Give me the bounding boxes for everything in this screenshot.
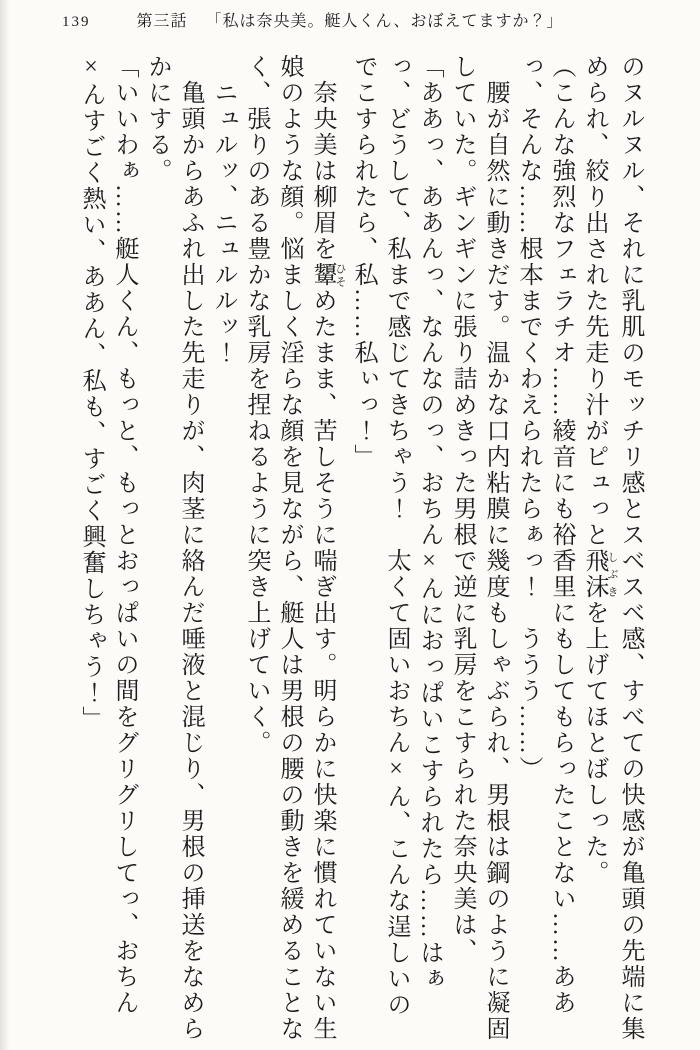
paragraph: ニュルッ、ニュルルッ！: [210, 80, 236, 366]
ruby-annotated-word: 飛沫 しぶき: [581, 548, 618, 600]
paragraph: 奈央美は柳眉を顰 ひそめたまま、苦しそうに喘ぎ出す。明らかに快楽に慣れていない生娘のような顔。悩ましく淫らな顔を見ながら、艇人は男根の腰の動きを緩めることなく、張りのある豊かな乳房を捏ねるように突き上げていく。: [243, 54, 346, 1042]
ruby-reading: ひそ: [334, 262, 346, 288]
ruby-reading: しぶき: [606, 548, 618, 600]
scan-gutter-shadow: [0, 0, 10, 1050]
paragraph: （こんな強烈なフェラチオ……綾音にも裕香里にもしてもらったことない……ああっ、そんな……根本までくわえられたらぁっ！ ううう……）: [515, 54, 574, 1016]
ruby-annotated-word: 顰 ひそ: [309, 262, 346, 288]
paragraph: 「いいわぁ……艇人くん、もっと、もっとおっぱいの間をグリグリしてっ、おちん×んすごく熱い、ああん、私も、すごく興奮しちゃう！」: [78, 54, 137, 1016]
page-header: [62, 8, 670, 31]
page-body: [74, 54, 646, 1042]
paragraph: 亀頭からあふれ出した先走りが、肉茎に絡んだ唾液と混じり、男根の挿送をなめらかにする。: [144, 54, 203, 1042]
chapter-label: 第三話: [136, 13, 188, 30]
paragraph: のヌルヌル、それに乳肌のモッチリ感とスベスベ感、すべての快感が亀頭の先端に集められ、絞り出された先走り汁がピュっと飛沫 しぶきを上げてほとばしった。: [581, 54, 643, 1042]
page-number: 139: [62, 14, 91, 30]
paragraph: 「ああっ、ああんっ、なんなのっ、おちん×んにおっぱいこすられたら……はぁっ、どうして、私まで感じてきちゃう！ 太くて固いおちん×ん、こんな逞しいのでこすられたら、私……私ぃっ！」: [350, 54, 442, 1018]
chapter-title: 「私は奈央美。艇人くん、おぼえてますか？」: [205, 13, 564, 30]
paragraph: 腰が自然に動きだす。温かな口内粘膜に幾度もしゃぶられ、男根は鋼のように凝固していた。ギンギンに張り詰めきった男根で逆に乳房をこすられた奈央美は、: [449, 54, 508, 1042]
